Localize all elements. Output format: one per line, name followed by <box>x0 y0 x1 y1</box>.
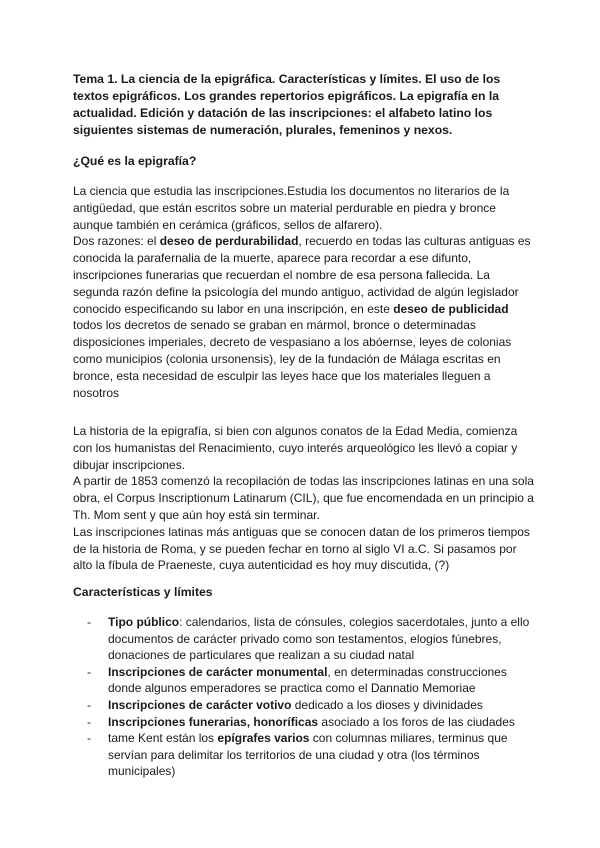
bullet-dash: - <box>87 714 91 729</box>
section-body-history <box>73 423 535 574</box>
list-item <box>73 614 533 664</box>
characteristics-list <box>73 614 533 780</box>
text-run: tame Kent están los <box>108 731 218 746</box>
bold-term: deseo de perdurabilidad <box>159 234 299 249</box>
text-run: : calendarios, lista de cónsules, colegios sacerdotales, junto a ello documentos de carácter privado como son testamentos, elogios fúnebres, donaciones de particulares que realizan a su ciudad natal <box>108 615 530 663</box>
text-run: dedicado a los dioses y divinidades <box>291 697 483 712</box>
paragraph-definition: La ciencia que estudia las inscripciones.Estudia los documentos no literarios de la antigüedad, que están escritos sobre un material perdurable en piedra y bronce aunque también en cerámica (gráficos, sellos de alfarero). <box>73 184 510 232</box>
text-run: , en determinadas construcciones donde algunos emperadores se practica como el Dannatio Memoriae <box>108 664 507 696</box>
paragraph-reasons <box>73 233 535 401</box>
text-run: todos los decretos de senado se graban en mármol, bronce o determinadas disposiciones imperiales, decreto de vespasiano a los abóernse, leyes de colonias como municipios (colonia ursonensis), ley de la fundación de Málaga escritas en bronce, esta necesidad de esculpir las leyes hace que los materiales lleguen a nosotros <box>73 318 512 400</box>
text-run: asociado a los foros de las ciudades <box>318 714 515 729</box>
text-run: Dos razones: el <box>73 234 160 249</box>
section-body-epigrafia <box>73 183 535 401</box>
section-heading-epigrafia: ¿Qué es la epigrafía? <box>73 154 197 168</box>
paragraph-cil: A partir de 1853 comenzó la recopilación de todas las inscripciones latinas en una sola obra, el Corpus Inscriptionum Latinarum (CIL), que fue encomendada en un principio a Th. Mom sent y que aún hoy está sin terminar. <box>73 474 534 522</box>
text-run: con columnas miliares, terminus que servían para delimitar los territorios de una ciudad y otra (los términos municipales) <box>108 731 508 779</box>
bold-term: Inscripciones de carácter monumental <box>108 664 328 679</box>
bold-term: Tipo público <box>108 615 180 629</box>
bold-term: deseo de publicidad <box>393 301 509 316</box>
bold-term: Inscripciones funerarias, honoríficas <box>108 714 319 729</box>
bold-term: epígrafes varios <box>217 731 310 746</box>
document-title: Tema 1. La ciencia de la epigráfica. Características y límites. El uso de los textos epigráficos. Los grandes repertorios epigráficos. La epigrafía en la actualidad. Edición y datación de las inscripciones: el alfabeto latino los siguientes sistemas de numeración, plurales, femeninos y nexos. <box>73 72 501 137</box>
list-item <box>73 714 533 731</box>
section-heading-caracteristicas: Características y límites <box>73 585 213 599</box>
bold-term: Inscripciones de carácter votivo <box>108 697 292 712</box>
paragraph-oldest: Las inscripciones latinas más antiguas que se conocen datan de los primeros tiempos de la historia de Roma, y se pueden fechar en torno al siglo VI a.C. Si pasamos por alto la fíbula de Praeneste, cuya autenticidad es hoy muy discutida, (?) <box>73 524 530 573</box>
bullet-dash: - <box>87 731 91 746</box>
list-item <box>73 664 533 697</box>
list-item <box>73 697 533 714</box>
bullet-dash: - <box>87 615 91 629</box>
bullet-dash: - <box>87 697 91 712</box>
text-run: , recuerdo en todas las culturas antiguas es conocida la parafernalia de la muerte, aparece para recordar a ese difunto, inscripciones funerarias que recuerdan el nombre de esa persona fallecida. La segunda razón define la psicología del mundo antiguo, actividad de algún legislador conocido especificando su labor en una inscripción, en este <box>73 234 531 316</box>
list-item <box>73 730 533 780</box>
paragraph-history: La historia de la epigrafía, si bien con algunos conatos de la Edad Media, comienza con los humanistas del Renacimiento, cuyo interés arqueológico les llevó a copiar y dibujar inscripciones. <box>73 424 518 472</box>
bullet-dash: - <box>87 664 91 679</box>
